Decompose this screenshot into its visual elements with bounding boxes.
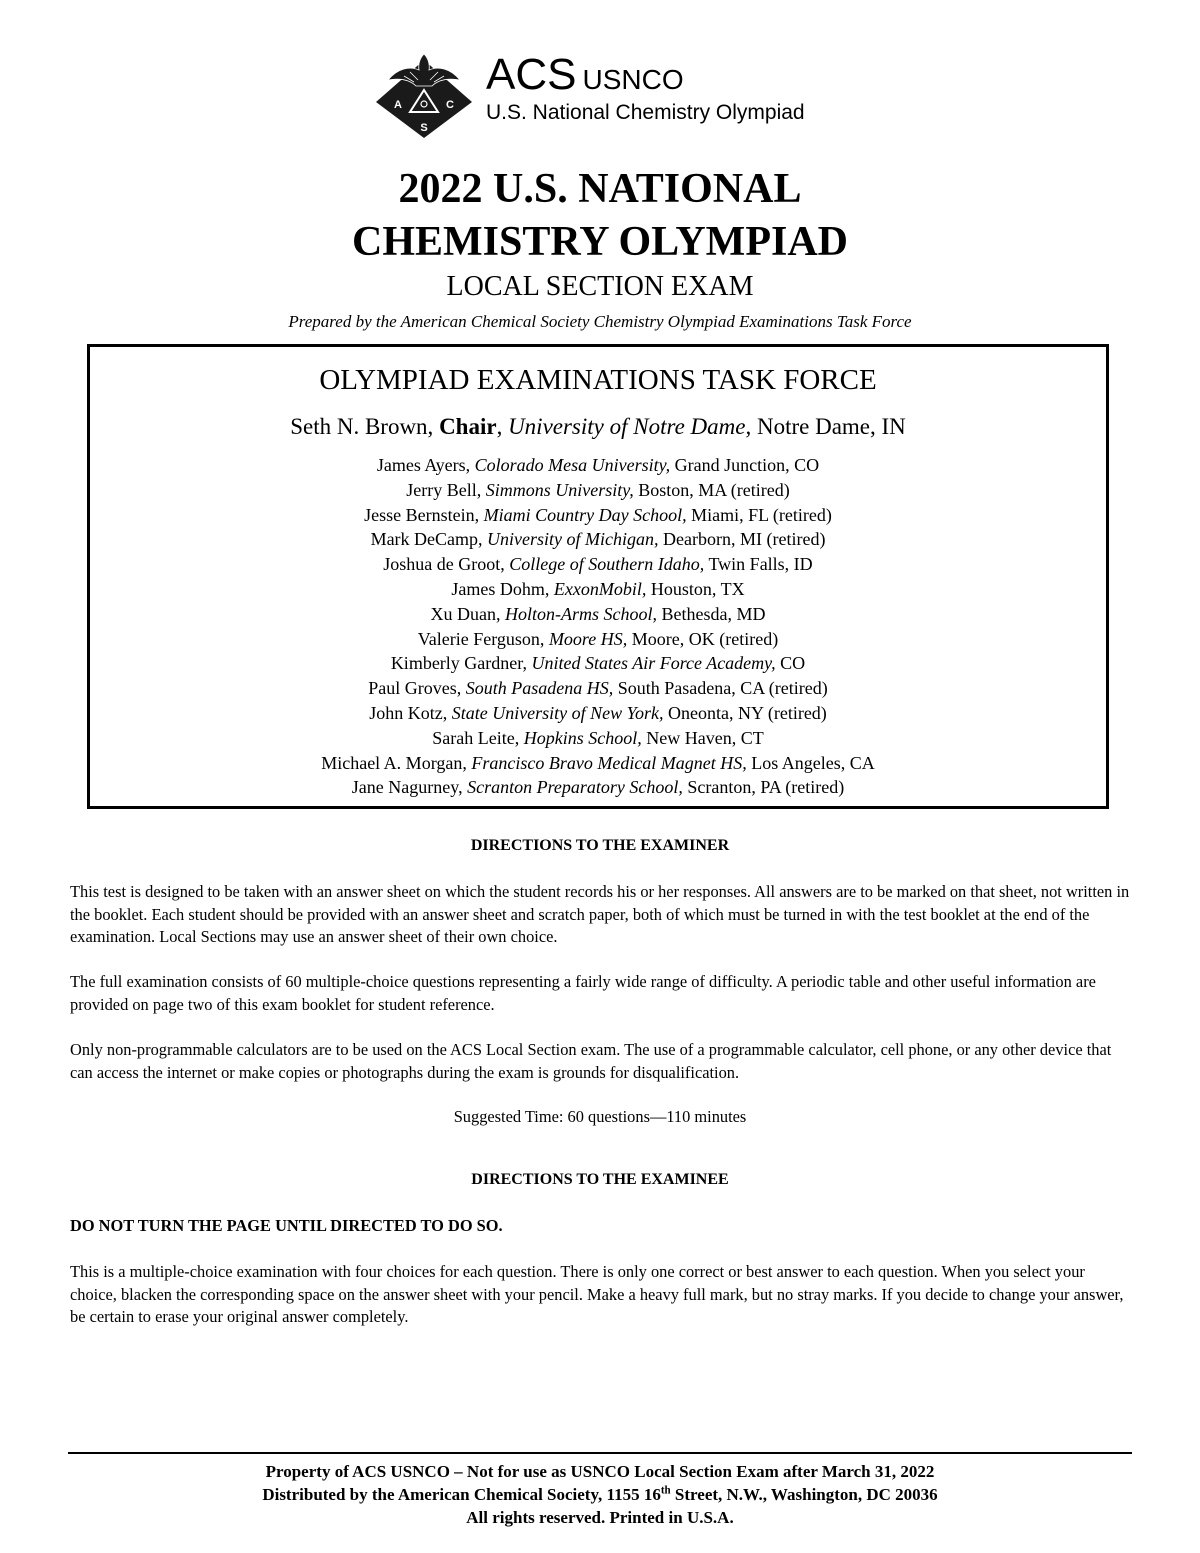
- task-force-member: [90, 577, 1106, 602]
- task-force-member: [90, 751, 1106, 776]
- examinee-warning: DO NOT TURN THE PAGE UNTIL DIRECTED TO DO SO.: [70, 1216, 503, 1235]
- task-force-member: [90, 552, 1106, 577]
- task-force-member: [90, 503, 1106, 528]
- member-location: Moore, OK (retired): [627, 628, 779, 649]
- footer-line-1: Property of ACS USNCO – Not for use as USNCO Local Section Exam after March 31, 2022: [265, 1462, 935, 1481]
- member-institution: Miami Country Day School,: [483, 504, 687, 525]
- task-force-chair: [90, 413, 1106, 441]
- examinee-heading: DIRECTIONS TO THE EXAMINEE: [471, 1171, 729, 1188]
- page-title-line2: CHEMISTRY OLYMPIAD: [352, 219, 848, 265]
- member-institution: United States Air Force Academy,: [531, 653, 776, 674]
- task-force-member: [90, 726, 1106, 751]
- member-name: Sarah Leite,: [432, 727, 524, 748]
- member-institution: South Pasadena HS,: [465, 678, 614, 699]
- member-institution: University of Michigan,: [487, 529, 659, 550]
- emblem-letter-s: S: [420, 122, 428, 134]
- acs-emblem-logo: [374, 52, 474, 138]
- member-institution: ExxonMobil,: [553, 578, 647, 599]
- footer: [0, 1460, 1200, 1529]
- chair-location: Notre Dame, IN: [751, 414, 906, 439]
- emblem-letter-a: A: [394, 99, 402, 111]
- member-institution: Moore HS,: [548, 628, 628, 649]
- chair-role: Chair: [439, 414, 497, 439]
- prepared-by: Prepared by the American Chemical Society Chemistry Olympiad Examinations Task Force: [288, 312, 912, 331]
- member-institution: Holton-Arms School,: [505, 603, 657, 624]
- member-name: Jesse Bernstein,: [364, 504, 484, 525]
- task-force-member: [90, 701, 1106, 726]
- member-name: Xu Duan,: [430, 603, 505, 624]
- logo-program: USNCO: [582, 64, 684, 95]
- footer-divider: [68, 1452, 1132, 1454]
- member-location: Bethesda, MD: [657, 603, 766, 624]
- member-institution: State University of New York,: [451, 702, 664, 723]
- member-location: Boston, MA (retired): [633, 479, 790, 500]
- emblem-eagle: [388, 54, 460, 86]
- task-force-member: [90, 602, 1106, 627]
- task-force-member: [90, 627, 1106, 652]
- footer-line-2-post: Street, N.W., Washington, DC 20036: [670, 1485, 938, 1504]
- examiner-paragraph-1: This test is designed to be taken with an answer sheet on which the student records his or her responses. All answers are to be marked on that sheet, not written in the booklet. Each student should be provided with an answer sheet and scratch paper, both of which must be turned in with the test booklet at the end of the examination. Local Sections may use an answer sheet of their own choice.: [70, 882, 1130, 946]
- member-institution: Hopkins School,: [523, 727, 642, 748]
- logo-brand: ACS: [486, 50, 577, 99]
- examiner-heading: DIRECTIONS TO THE EXAMINER: [470, 837, 730, 854]
- task-force-member-list: [90, 453, 1106, 800]
- footer-line-3: All rights reserved. Printed in U.S.A.: [466, 1508, 734, 1527]
- examiner-paragraph-2: The full examination consists of 60 multiple-choice questions representing a fairly wide range of difficulty. A periodic table and other useful information are provided on page two of this exam booklet for student reference.: [70, 972, 1096, 1014]
- footer-line-2: [0, 1483, 1200, 1506]
- chair-name: Seth N. Brown,: [290, 414, 440, 439]
- member-name: John Kotz,: [369, 702, 452, 723]
- member-institution: Scranton Preparatory School,: [467, 777, 683, 798]
- task-force-heading: OLYMPIAD EXAMINATIONS TASK FORCE: [319, 364, 877, 396]
- member-name: Valerie Ferguson,: [417, 628, 549, 649]
- examinee-paragraph-1: This is a multiple-choice examination with four choices for each question. There is only one correct or best answer to each question. When you select your choice, blacken the corresponding space on the answer sheet with your pencil. Make a heavy full mark, but no stray marks. If you decide to change your answer, be certain to erase your original answer completely.: [70, 1262, 1124, 1326]
- footer-line-2-pre: Distributed by the American Chemical Society, 1155 16: [262, 1485, 661, 1504]
- task-force-box: [87, 344, 1109, 809]
- member-location: New Haven, CT: [641, 727, 764, 748]
- task-force-member: [90, 676, 1106, 701]
- member-name: Joshua de Groot,: [383, 554, 510, 575]
- chair-institution: University of Notre Dame,: [508, 414, 752, 439]
- emblem-letter-c: C: [446, 99, 454, 111]
- member-location: Twin Falls, ID: [704, 554, 813, 575]
- task-force-member: [90, 478, 1106, 503]
- logo-wordmark: [486, 50, 684, 100]
- member-location: CO: [775, 653, 806, 674]
- member-institution: Colorado Mesa University,: [474, 455, 671, 475]
- task-force-member: [90, 775, 1106, 800]
- member-name: Jane Nagurney,: [351, 777, 468, 798]
- member-location: Scranton, PA (retired): [682, 777, 845, 798]
- member-name: James Dohm,: [451, 578, 554, 599]
- member-name: James Ayers,: [376, 455, 475, 475]
- examiner-paragraph-3: Only non-programmable calculators are to be used on the ACS Local Section exam. The use of a programmable calculator, cell phone, or any other device that can access the internet or make copies or photographs during the exam is grounds for disqualification.: [70, 1040, 1112, 1082]
- task-force-member: [90, 527, 1106, 552]
- footer-line-2-sup: th: [660, 1484, 671, 1497]
- member-location: Oneonta, NY (retired): [663, 702, 827, 723]
- member-name: Mark DeCamp,: [370, 529, 488, 550]
- member-location: Houston, TX: [646, 578, 745, 599]
- member-location: Dearborn, MI (retired): [658, 529, 826, 550]
- exam-subtitle: LOCAL SECTION EXAM: [446, 271, 754, 302]
- task-force-member: [90, 453, 1106, 478]
- member-name: Kimberly Gardner,: [390, 653, 532, 674]
- member-location: Los Angeles, CA: [746, 752, 875, 773]
- member-location: Miami, FL (retired): [686, 504, 832, 525]
- task-force-member: [90, 651, 1106, 676]
- member-institution: College of Southern Idaho,: [509, 554, 705, 575]
- suggested-time: Suggested Time: 60 questions—110 minutes: [453, 1107, 747, 1126]
- chair-sep: ,: [496, 414, 509, 439]
- member-location: South Pasadena, CA (retired): [613, 678, 828, 699]
- member-institution: Simmons University,: [485, 479, 634, 500]
- member-name: Michael A. Morgan,: [321, 752, 472, 773]
- page-title-line1: 2022 U.S. NATIONAL: [398, 166, 802, 212]
- member-name: Paul Groves,: [368, 678, 466, 699]
- member-name: Jerry Bell,: [406, 479, 486, 500]
- member-location: Grand Junction, CO: [670, 455, 820, 475]
- member-institution: Francisco Bravo Medical Magnet HS,: [471, 752, 747, 773]
- logo-subtitle: U.S. National Chemistry Olympiad: [486, 101, 805, 124]
